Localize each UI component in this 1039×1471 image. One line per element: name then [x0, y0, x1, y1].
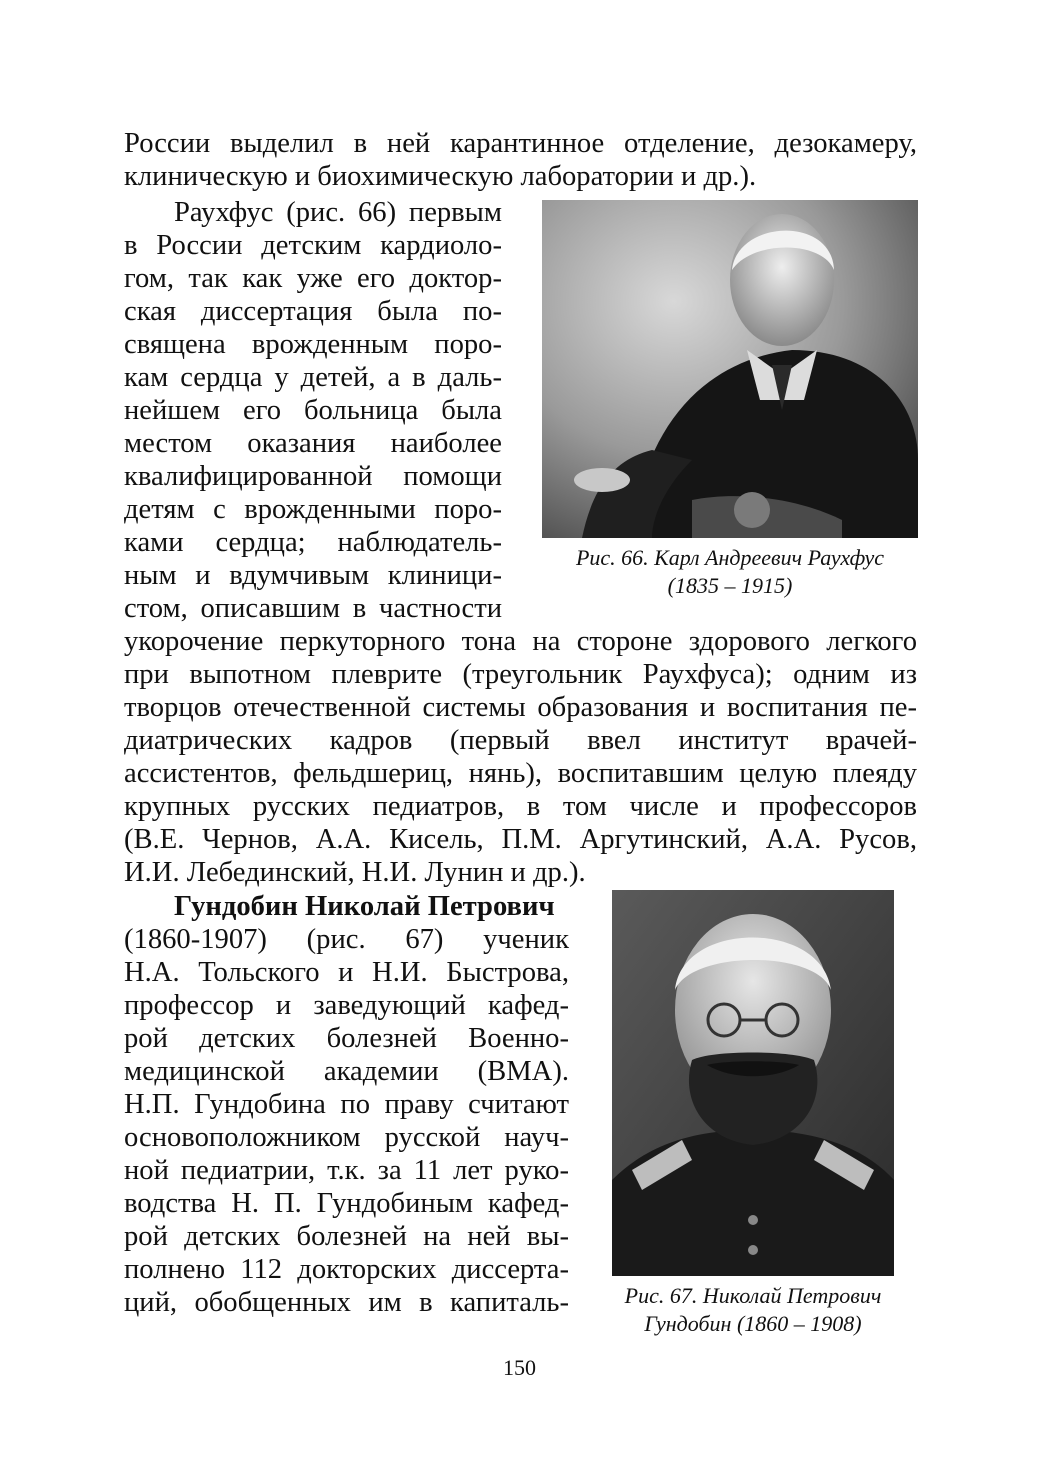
text-line: укорочение перкуторного тона на стороне здорового легкого: [124, 626, 917, 657]
text-line: ным и вдумчивым клиници-: [124, 560, 502, 591]
text-line: водства Н. П. Гундобиным кафед-: [124, 1188, 569, 1219]
text-line: ций, обобщенных им в капиталь-: [124, 1287, 569, 1318]
text-line: квалифицированной помощи: [124, 461, 502, 492]
text-line: И.И. Лебединский, Н.И. Лунин и др.).: [124, 857, 586, 888]
text-line: Н.П. Гундобина по праву считают: [124, 1089, 569, 1120]
caption-line: (1835 – 1915): [667, 573, 793, 598]
text-line: ская диссертация была по-: [124, 296, 502, 327]
text-line: при выпотном плеврите (треугольник Раухфуса); одним из: [124, 659, 917, 690]
text-line: (В.Е. Чернов, А.А. Кисель, П.М. Аргутинский, А.А. Русов,: [124, 824, 917, 855]
text-line: священа врожденным поро-: [124, 329, 502, 360]
text-line: (1860-1907) (рис. 67) ученик: [124, 924, 569, 955]
caption-line: Рис. 66. Карл Андреевич Раухфус: [575, 545, 885, 570]
text-line: медицинской академии (ВМА).: [124, 1056, 569, 1087]
text-line: Н.А. Тольского и Н.И. Быстрова,: [124, 957, 569, 988]
text-line: клиническую и биохимическую лаборатории и др.).: [124, 161, 757, 192]
text-line: ной педиатрии, т.к. за 11 лет руко-: [124, 1155, 569, 1186]
text-line: кам сердца у детей, а в даль-: [124, 362, 502, 393]
text-line: детям с врожденными поро-: [124, 494, 502, 525]
text-line: стом, описавшим в частности: [124, 593, 502, 624]
page-number: 150: [503, 1355, 536, 1380]
text-line: нейшем его больница была: [124, 395, 502, 426]
figure-caption-67: [600, 1282, 906, 1338]
caption-line: Рис. 67. Николай Петрович: [624, 1283, 882, 1308]
text-line: профессор и заведующий кафед-: [124, 990, 569, 1021]
text-line: основоположником русской науч-: [124, 1122, 569, 1153]
text-line: местом оказания наиболее: [124, 428, 502, 459]
caption-line: Гундобин (1860 – 1908): [644, 1311, 862, 1336]
text-line: полнено 112 докторских диссерта-: [124, 1254, 569, 1285]
text-line: Раухфус (рис. 66) первым: [174, 197, 502, 228]
portrait-photo-gundobin: [612, 890, 894, 1276]
portrait-photo-rauchfuss: [542, 200, 918, 538]
text-line: в России детским кардиоло-: [124, 230, 502, 261]
text-line: ассистентов, фельдшериц, нянь), воспитавшим целую плеяду: [124, 758, 917, 789]
text-line: крупных русских педиатров, в том числе и профессоров: [124, 791, 917, 822]
section-heading: Гундобин Николай Петрович: [174, 891, 555, 922]
text-line: ками сердца; наблюдатель-: [124, 527, 502, 558]
text-line: творцов отечественной системы образования и воспитания пе-: [124, 692, 917, 723]
text-line: рой детских болезней на ней вы-: [124, 1221, 569, 1252]
text-line: гом, так как уже его доктор-: [124, 263, 502, 294]
figure-caption-66: [542, 544, 918, 600]
text-line: диатрических кадров (первый ввел институт врачей-: [124, 725, 917, 756]
text-line: России выделил в ней карантинное отделение, дезокамеру,: [124, 128, 917, 159]
text-line: рой детских болезней Военно-: [124, 1023, 569, 1054]
